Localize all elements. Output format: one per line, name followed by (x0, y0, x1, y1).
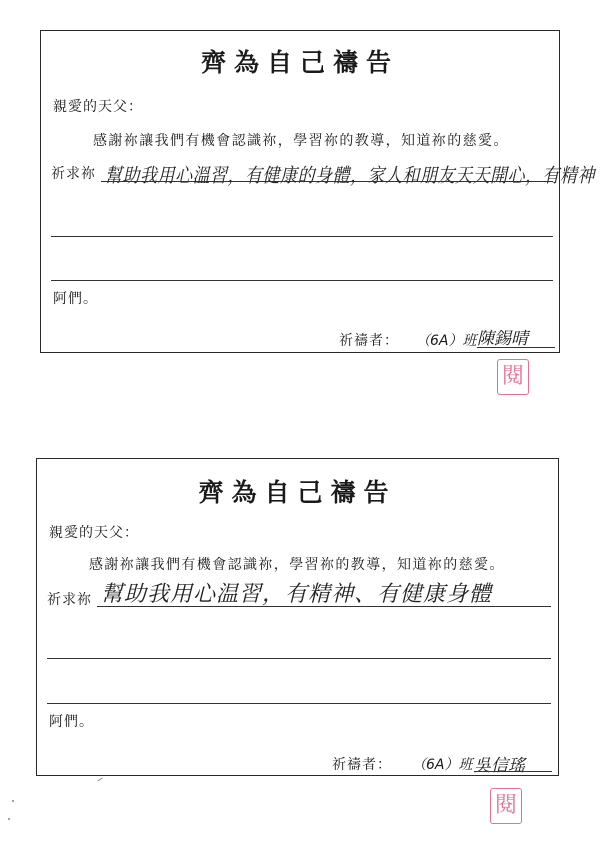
scan-speck (12, 800, 14, 802)
signature-line (474, 771, 552, 772)
scan-speck (8, 818, 10, 820)
signer-name: 吳信瑤 (474, 756, 525, 776)
greeting: 親愛的天父： (49, 525, 139, 541)
writing-line (51, 280, 553, 281)
card-title: 齊為自己禱告 (200, 48, 399, 77)
prayer-card-1 (40, 30, 595, 353)
signer-label: 祈禱者： (332, 757, 392, 773)
amen-text: 阿們。 (53, 291, 98, 307)
prayer-card-2 (36, 458, 559, 776)
signer-label: 祈禱者： (339, 333, 399, 349)
class-text: （6A）班 (412, 757, 473, 773)
handwritten-request: 幫助我用心温習，有精神、有健康身體 (101, 582, 493, 607)
amen-text: 阿們。 (49, 714, 94, 730)
thanks-text: 感謝祢讓我們有機會認識祢，學習祢的教導，知道祢的慈愛。 (89, 557, 505, 573)
thanks-text: 感謝祢讓我們有機會認識祢，學習祢的教導，知道祢的慈愛。 (93, 133, 509, 149)
review-stamp: 閱 (490, 788, 522, 824)
writing-line (97, 606, 551, 607)
handwritten-request: 幫助我用心溫習，有健康的身體，家人和朋友天天開心，有精神 (105, 164, 595, 188)
writing-line (101, 181, 553, 182)
request-label: 祈求祢 (47, 592, 92, 608)
request-label: 祈求祢 (51, 166, 96, 182)
scan-speck (97, 778, 103, 782)
writing-line (47, 703, 551, 704)
writing-line (47, 658, 551, 659)
signature-line (477, 347, 555, 348)
class-text: （6A）班 (416, 333, 477, 349)
card-title: 齊為自己禱告 (198, 478, 397, 507)
review-stamp: 閱 (497, 359, 529, 395)
writing-line (51, 236, 553, 237)
greeting: 親愛的天父： (53, 99, 143, 115)
signer-name: 陳錫晴 (477, 329, 528, 349)
